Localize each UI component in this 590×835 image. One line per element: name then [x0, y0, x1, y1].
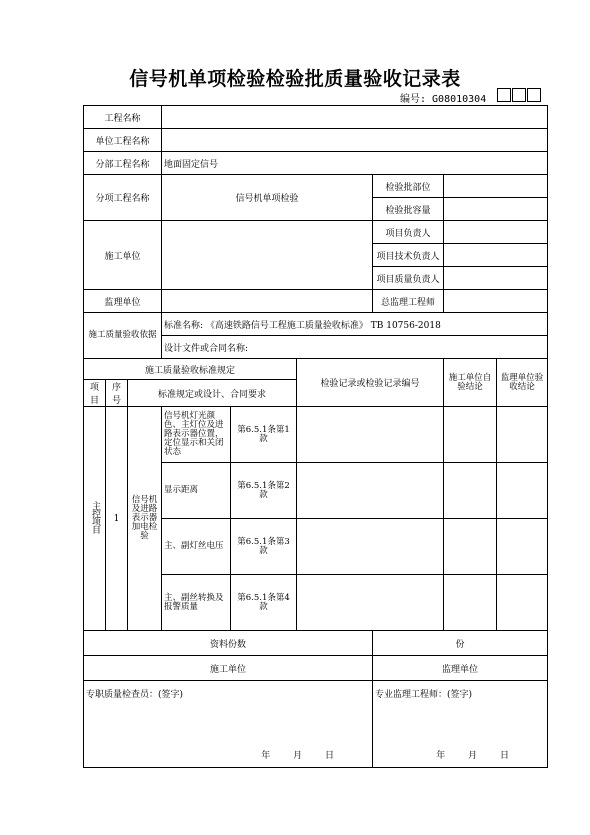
item-header: 项目 [84, 380, 106, 407]
contractor-signature-cell[interactable] [84, 681, 373, 768]
form-code [400, 90, 492, 105]
tech-leader-value[interactable] [444, 244, 548, 267]
check-supervisor-result[interactable] [497, 519, 548, 575]
code-box[interactable] [512, 88, 526, 102]
check-record[interactable] [297, 575, 444, 631]
item-name-cell: 信号机及进路表示器加电检验 [128, 407, 162, 631]
basis-label: 施工质量验收依据 [84, 313, 162, 359]
check-desc: 信号机灯光颜色、主灯位及进路表示器位置，定位显示和关闭状态 [162, 407, 231, 463]
project-name-label: 工程名称 [84, 106, 162, 129]
project-leader-label: 项目负责人 [373, 221, 444, 244]
supervisor-value[interactable] [162, 290, 373, 313]
code-box[interactable] [497, 88, 511, 102]
inspection-form [83, 105, 548, 768]
inspection-capacity-value[interactable] [444, 198, 548, 221]
supervisor-signature-cell[interactable] [373, 681, 548, 768]
requirement-header: 标准规定或设计、合同要求 [128, 380, 297, 407]
check-ref: 第6.5.1条第2款 [231, 463, 297, 519]
seq-header: 序号 [106, 380, 128, 407]
code-box[interactable] [527, 88, 541, 102]
records-header: 检验记录或检验记录编号 [297, 359, 444, 407]
basis-standard: 标准名称: 《高速铁路信号工程施工质量验收标准》 TB 10756-2018 [162, 313, 548, 336]
seq-cell: 1 [106, 407, 128, 631]
quality-leader-value[interactable] [444, 267, 548, 290]
spec-group-header: 施工质量验收标准规定 [84, 359, 297, 380]
sign-contractor-header: 施工单位 [84, 656, 373, 681]
check-ref: 第6.5.1条第4款 [231, 575, 297, 631]
division-label: 分部工程名称 [84, 152, 162, 175]
inspection-part-label: 检验批部位 [373, 175, 444, 198]
materials-unit[interactable]: 份 [373, 631, 548, 656]
chief-supervisor-value[interactable] [444, 290, 548, 313]
contractor-signature-label: 专职质量检查员：(签字) [86, 690, 184, 700]
unit-project-label: 单位工程名称 [84, 129, 162, 152]
check-contractor-result[interactable] [444, 575, 497, 631]
sign-supervisor-header: 监理单位 [373, 656, 548, 681]
supervisor-result-header: 监理单位验收结论 [497, 359, 548, 407]
supervisor-label: 监理单位 [84, 290, 162, 313]
basis-design[interactable]: 设计文件或合同名称: [162, 336, 548, 359]
inspection-capacity-label: 检验批容量 [373, 198, 444, 221]
form-title: 信号机单项检验检验批质量验收记录表 [129, 68, 461, 90]
inspection-part-value[interactable] [444, 175, 548, 198]
quality-leader-label: 项目质量负责人 [373, 267, 444, 290]
supervisor-signature-label: 专业监理工程师：(签字) [375, 690, 473, 700]
check-supervisor-result[interactable] [497, 463, 548, 519]
contractor-value[interactable] [162, 221, 373, 290]
contractor-date: 年 月 日 [261, 751, 344, 761]
check-record[interactable] [297, 519, 444, 575]
contractor-result-header: 施工单位自验结论 [444, 359, 497, 407]
supervisor-date: 年 月 日 [436, 751, 520, 761]
check-contractor-result[interactable] [444, 463, 497, 519]
unit-project-value[interactable] [162, 129, 548, 152]
check-supervisor-result[interactable] [497, 407, 548, 463]
code-value: G08010304 [432, 94, 487, 105]
check-desc: 显示距离 [162, 463, 231, 519]
tech-leader-label: 项目技术负责人 [373, 244, 444, 267]
check-desc: 主、副丝转换及报警质量 [162, 575, 231, 631]
check-supervisor-result[interactable] [497, 575, 548, 631]
check-record[interactable] [297, 407, 444, 463]
check-contractor-result[interactable] [444, 407, 497, 463]
check-ref: 第6.5.1条第1款 [231, 407, 297, 463]
check-record[interactable] [297, 463, 444, 519]
division-value[interactable]: 地面固定信号 [162, 152, 548, 175]
subdivision-label: 分项工程名称 [84, 175, 162, 221]
main-control-label: 主控项目 [90, 501, 100, 533]
main-control-cell [84, 407, 106, 631]
check-desc: 主、副灯丝电压 [162, 519, 231, 575]
chief-supervisor-label: 总监理工程师 [373, 290, 444, 313]
contractor-label: 施工单位 [84, 221, 162, 290]
check-contractor-result[interactable] [444, 519, 497, 575]
materials-label: 资料份数 [84, 631, 373, 656]
project-leader-value[interactable] [444, 221, 548, 244]
subdivision-value[interactable]: 信号机单项检验 [162, 175, 373, 221]
check-ref: 第6.5.1条第3款 [231, 519, 297, 575]
code-label: 编号: [400, 94, 427, 105]
code-boxes[interactable] [497, 88, 541, 102]
project-name-value[interactable] [162, 106, 548, 129]
